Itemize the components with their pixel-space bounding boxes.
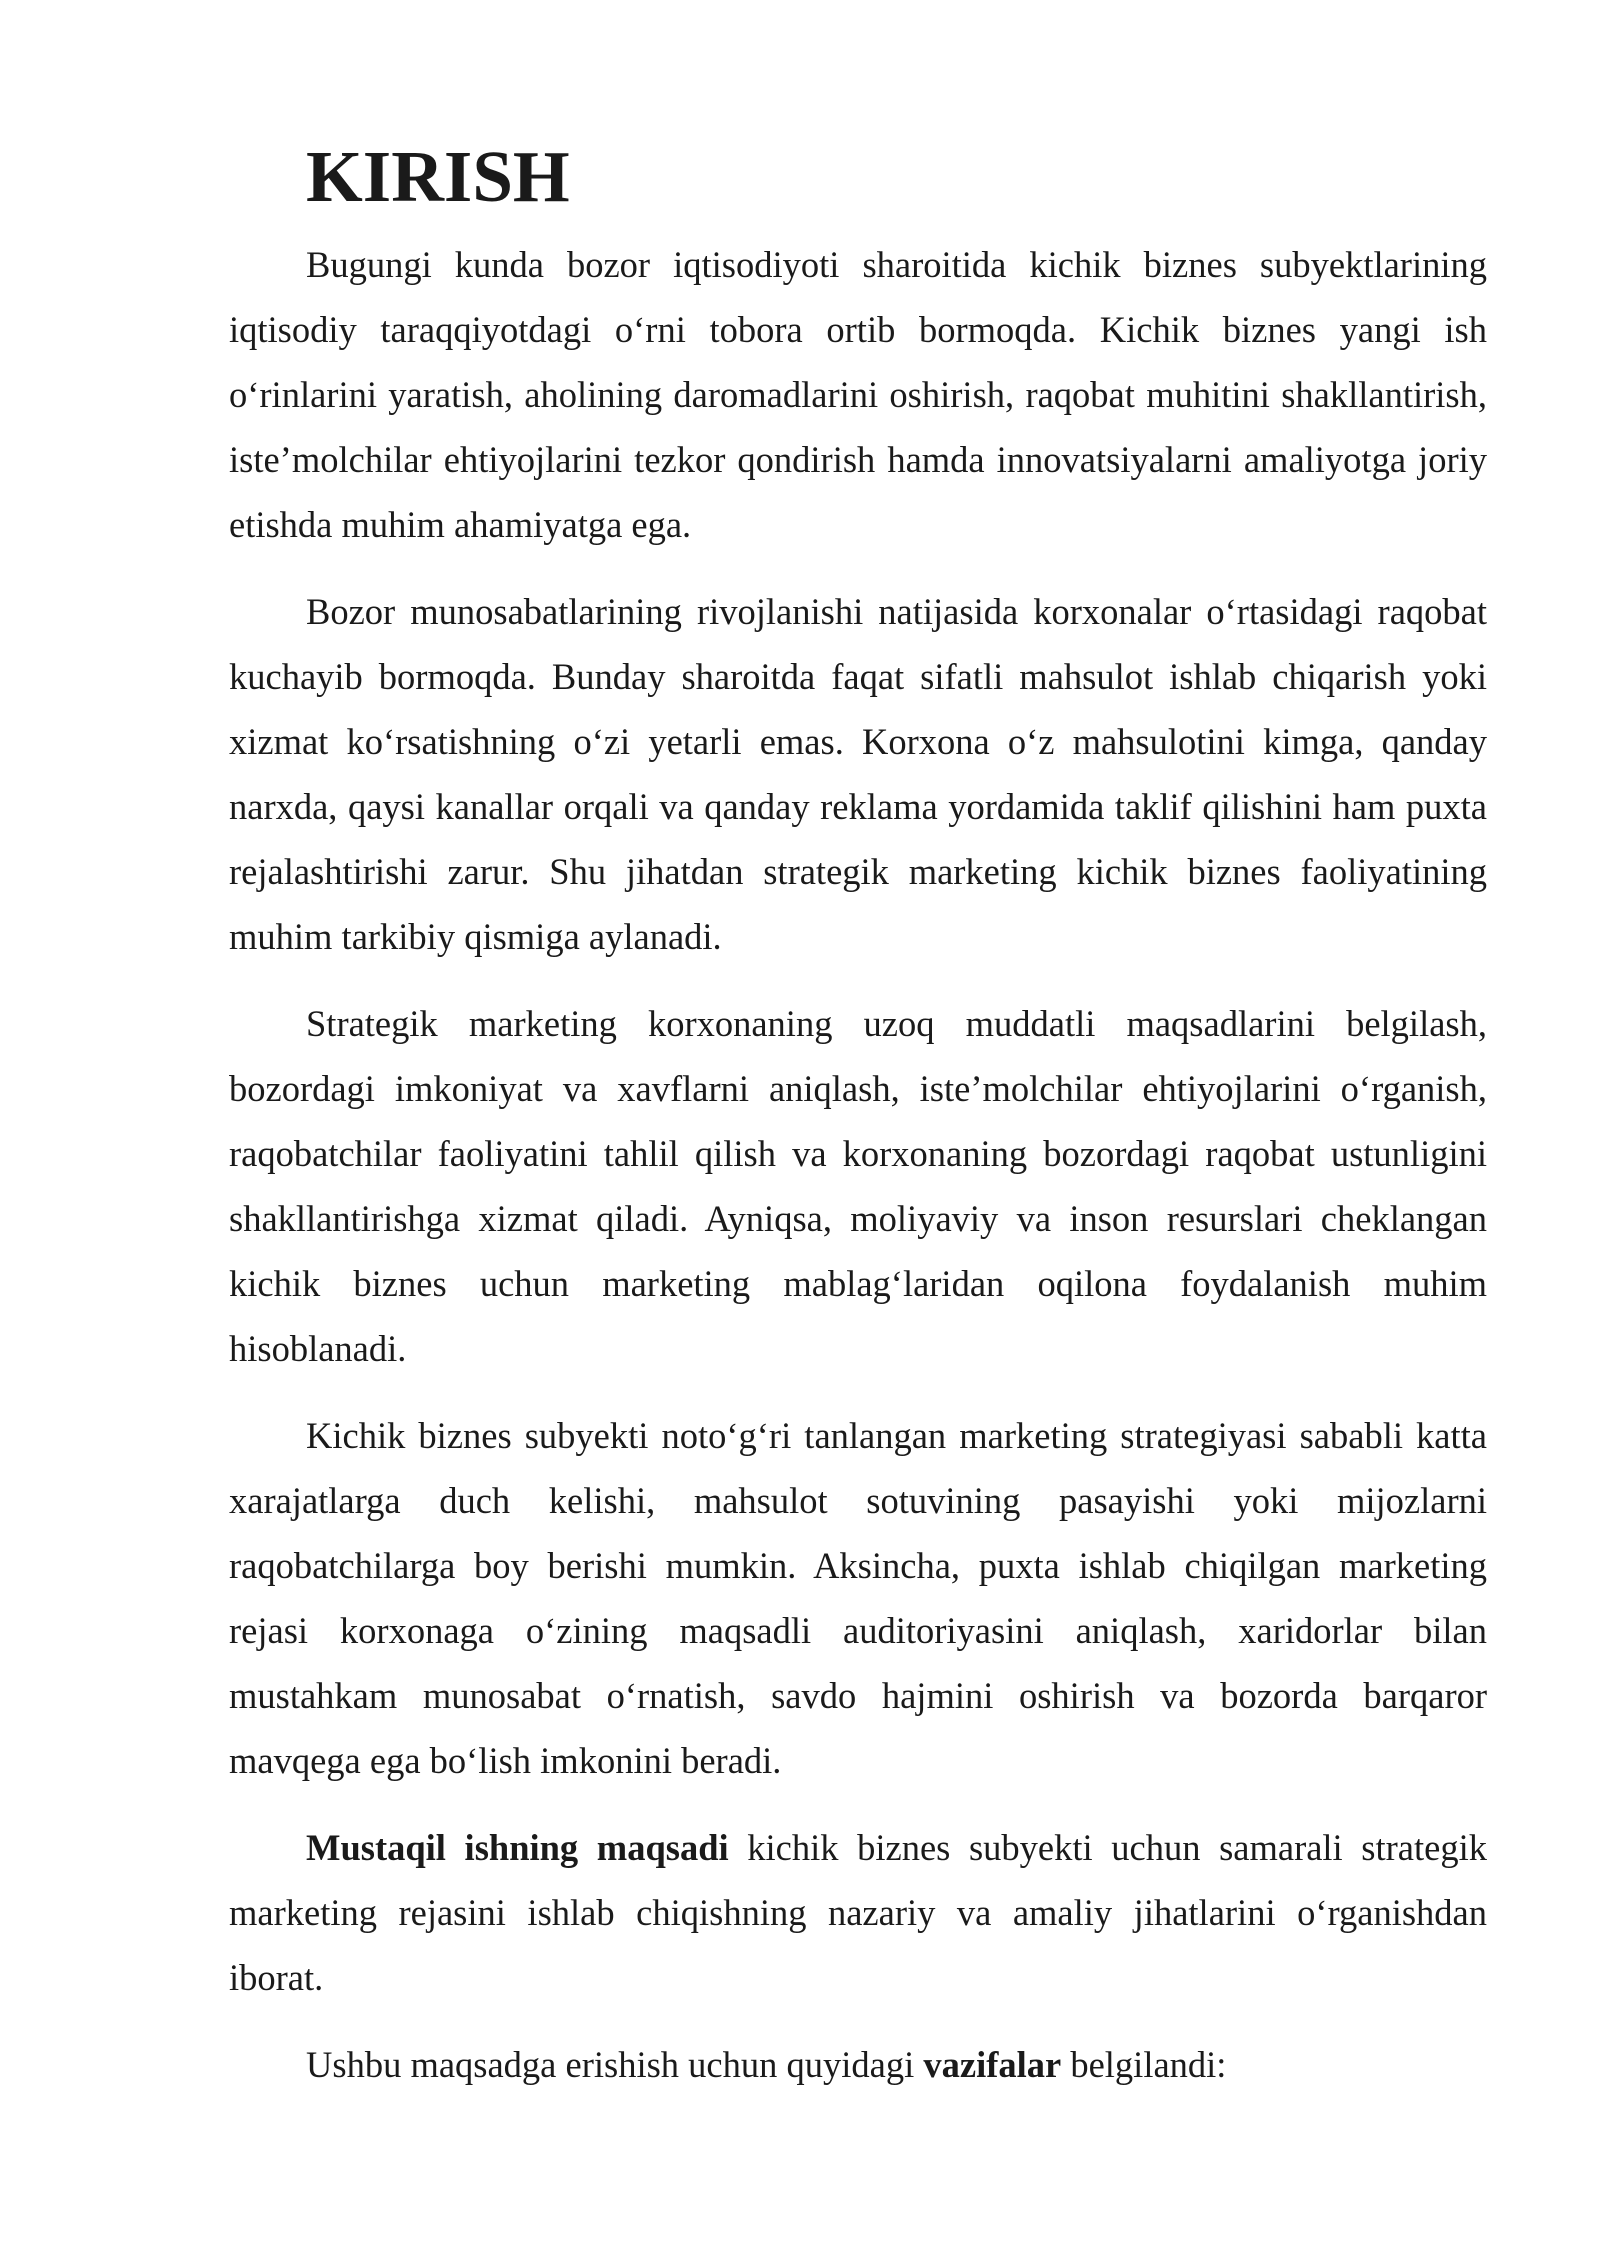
goal-label: Mustaqil ishning maqsadi: [306, 1827, 729, 1868]
section-heading: KIRISH: [306, 136, 570, 217]
tasks-label: vazifalar: [923, 2044, 1062, 2085]
paragraph-6: [229, 2032, 1487, 2097]
paragraph-3: Strategik marketing korxonaning uzoq muddatli maqsadlarini belgilash, bozordagi imkoniyat va xavflarni aniqlash, iste’molchilar ehtiyojlarini o‘rganish, raqobatchilar faoliyatini tahlil qilish va korxonaning bozordagi raqobat ustunligini shakllantirishga xizmat qiladi. Ayniqsa, moliyaviy va inson resurslari cheklangan kichik biznes uchun marketing mablag‘laridan oqilona foydalanish muhim hisoblanadi.: [229, 1003, 1487, 1369]
goal-text: kichik biznes subyekti uchun samarali strategik marketing rejasini ishlab chiqishning nazariy va amaliy jihatlarini o‘rganishdan iborat.: [229, 1827, 1487, 1998]
tasks-intro-tail: belgilandi:: [1061, 2044, 1227, 2085]
paragraph-5: [229, 1815, 1487, 2010]
paragraph-4: Kichik biznes subyekti noto‘g‘ri tanlangan marketing strategiyasi sababli katta xarajatlarga duch kelishi, mahsulot sotuvining pasayishi yoki mijozlarni raqobatchilarga boy berishi mumkin. Aksincha, puxta ishlab chiqilgan marketing rejasi korxonaga o‘zining maqsadli auditoriyasini aniqlash, xaridorlar bilan mustahkam munosabat o‘rnatish, savdo hajmini oshirish va bozorda barqaror mavqega ega bo‘lish imkonini beradi.: [229, 1415, 1487, 1781]
paragraph-1: Bugungi kunda bozor iqtisodiyoti sharoitida kichik biznes subyektlarining iqtisodiy taraqqiyotdagi o‘rni tobora ortib bormoqda. Kichik biznes yangi ish o‘rinlarini yaratish, aholining daromadlarini oshirish, raqobat muhitini shakllantirish, iste’molchilar ehtiyojlarini tezkor qondirish hamda innovatsiyalarni amaliyotga joriy etishda muhim ahamiyatga ega.: [229, 244, 1487, 545]
document-body: [229, 136, 1487, 2097]
tasks-intro-text: Ushbu maqsadga erishish uchun quyidagi: [306, 2044, 924, 2085]
paragraph-2: Bozor munosabatlarining rivojlanishi natijasida korxonalar o‘rtasidagi raqobat kuchayib bormoqda. Bunday sharoitda faqat sifatli mahsulot ishlab chiqarish yoki xizmat ko‘rsatishning o‘zi yetarli emas. Korxona o‘z mahsulotini kimga, qanday narxda, qaysi kanallar orqali va qanday reklama yordamida taklif qilishini ham puxta rejalashtirishi zarur. Shu jihatdan strategik marketing kichik biznes faoliyatining muhim tarkibiy qismiga aylanadi.: [229, 591, 1487, 957]
